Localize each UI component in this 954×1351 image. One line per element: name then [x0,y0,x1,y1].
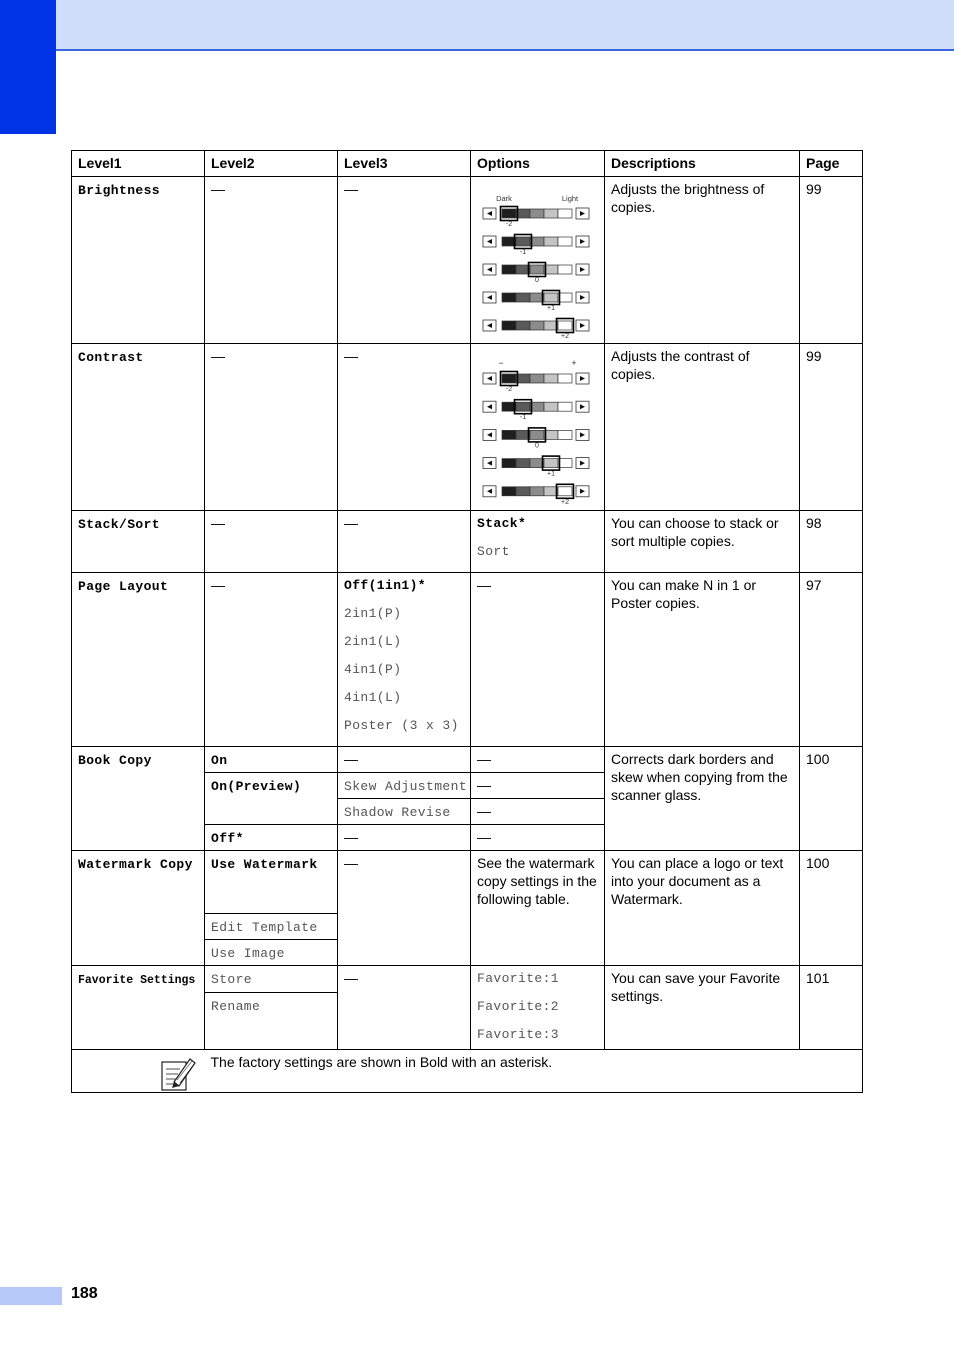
level2-default: On(Preview) [211,779,302,794]
scale-segment [502,487,516,496]
col-header: Level2 [205,151,338,177]
scale-segment [516,402,530,411]
option: Poster (3 x 3) [344,718,459,733]
level-label: -1 [519,414,527,422]
scale-segment [544,459,558,468]
scale-right-label: + [571,358,577,368]
scale-segment [502,459,516,468]
option: 4in1(L) [344,690,402,705]
note-text: The factory settings are shown in Bold with an asterisk. [205,1050,863,1093]
dash: — [211,348,225,364]
slider-step [483,372,589,386]
level-label: +1 [547,305,555,312]
scale-segment [544,209,558,218]
level2-default: On [211,753,228,768]
level-label: +2 [561,498,569,506]
description: You can place a logo or text into your document as a Watermark. [605,851,800,966]
level-label: +2 [561,333,569,339]
level3-option: Skew Adjustment [344,779,468,794]
table-row [72,177,863,344]
scale-segment [502,293,516,302]
level1-label: Favorite Settings [78,974,196,987]
footer-tab [0,1287,62,1305]
level2-option: Store [211,972,253,987]
settings-table [71,150,863,1093]
scale-segment [530,265,544,274]
scale-left-label: Dark [496,194,512,203]
table-row [72,966,863,993]
scale-segment [516,459,530,468]
table-row [72,344,863,511]
dash: — [344,181,358,197]
level-label: 0 [535,442,539,450]
dash: — [211,515,225,531]
dash: — [477,751,491,767]
option: 2in1(L) [344,634,402,649]
option: Favorite:3 [477,1027,560,1042]
scale-segment [530,374,544,383]
level-label: -1 [519,249,527,256]
option-default: Off(1in1)* [344,578,427,593]
scale-segment [558,265,572,274]
scale-segment [502,430,516,439]
col-header: Level3 [338,151,471,177]
slider-step [483,456,589,470]
level-label: +1 [547,470,555,478]
brightness-scale-icon [471,181,604,339]
table-row [72,747,863,773]
page-ref: 99 [800,344,863,511]
level1-label: Stack/Sort [78,517,161,532]
description: You can save your Favorite settings. [605,966,800,1050]
dash: — [477,777,491,793]
slider-step [483,400,589,414]
dash: — [477,577,491,593]
col-header: Page [800,151,863,177]
scale-segment [558,402,572,411]
level1-label: Contrast [78,350,144,365]
dash: — [344,829,358,845]
page-ref: 98 [800,511,863,573]
scale-segment [544,402,558,411]
scale-segment [544,293,558,302]
table-row [72,573,863,747]
dash: — [344,751,358,767]
page-ref: 100 [800,851,863,966]
level2-default: Use Watermark [211,857,318,872]
description: Adjusts the contrast of copies. [605,344,800,511]
note-row [72,1050,863,1093]
scale-segment [516,487,530,496]
header-band [56,0,954,51]
level1-label: Brightness [78,183,161,198]
dash: — [211,577,225,593]
level1-label: Watermark Copy [78,857,193,872]
scale-segment [544,237,558,246]
page-ref: 101 [800,966,863,1050]
note-pencil-icon [160,1056,200,1092]
dash: — [344,515,358,531]
option: Favorite:1 [477,971,560,986]
table-row [72,511,863,573]
level2-option: Rename [211,998,261,1014]
scale-segment [530,487,544,496]
options-text: See the watermark copy settings in the following table. [471,851,605,966]
description: You can make N in 1 or Poster copies. [605,573,800,747]
dash: — [344,855,358,871]
chapter-tab [0,0,56,134]
level2-option: Use Image [211,946,285,961]
scale-left-label: − [498,358,504,368]
description: Adjusts the brightness of copies. [605,177,800,344]
scale-segment [502,321,516,330]
table-row [72,851,863,914]
scale-right-label: Light [561,194,579,203]
scale-segment [516,237,530,246]
scale-segment [558,430,572,439]
slider-step [483,207,589,221]
slider-step [483,263,589,277]
scale-segment [558,487,572,496]
scale-segment [516,293,530,302]
col-header: Descriptions [605,151,800,177]
level1-label: Book Copy [78,753,152,768]
option: Favorite:2 [477,999,560,1014]
slider-step [483,484,589,498]
slider-step [483,291,589,305]
level2-default: Off* [211,831,244,846]
option: Sort [477,544,510,559]
description: You can choose to stack or sort multiple copies. [605,511,800,573]
level-label: 0 [535,277,539,284]
description: Corrects dark borders and skew when copying from the scanner glass. [605,747,800,851]
slider-step [483,428,589,442]
page-ref: 97 [800,573,863,747]
scale-segment [544,374,558,383]
scale-segment [558,374,572,383]
level2-option: Edit Template [211,920,318,935]
option-default: Stack* [477,516,527,531]
option: 4in1(P) [344,662,402,677]
dash: — [477,803,491,819]
table-header-row [72,151,863,177]
dash: — [477,829,491,845]
scale-segment [530,321,544,330]
slider-step [483,235,589,249]
contrast-scale-icon [471,348,604,506]
col-header: Options [471,151,605,177]
dash: — [344,348,358,364]
dash: — [344,970,358,986]
scale-segment [530,209,544,218]
scale-segment [502,265,516,274]
scale-segment [558,209,572,218]
page-number: 188 [71,1285,98,1302]
level-label: -2 [505,221,513,228]
page-ref: 100 [800,747,863,851]
option: 2in1(P) [344,606,402,621]
scale-segment [558,237,572,246]
page-ref: 99 [800,177,863,344]
dash: — [211,181,225,197]
level3-option: Shadow Revise [344,805,451,820]
level1-label: Page Layout [78,579,169,594]
scale-segment [516,321,530,330]
scale-segment [502,209,516,218]
slider-step [483,319,589,333]
col-header: Level1 [72,151,205,177]
scale-segment [502,374,516,383]
scale-segment [558,321,572,330]
scale-segment [530,430,544,439]
level-label: -2 [505,386,513,393]
